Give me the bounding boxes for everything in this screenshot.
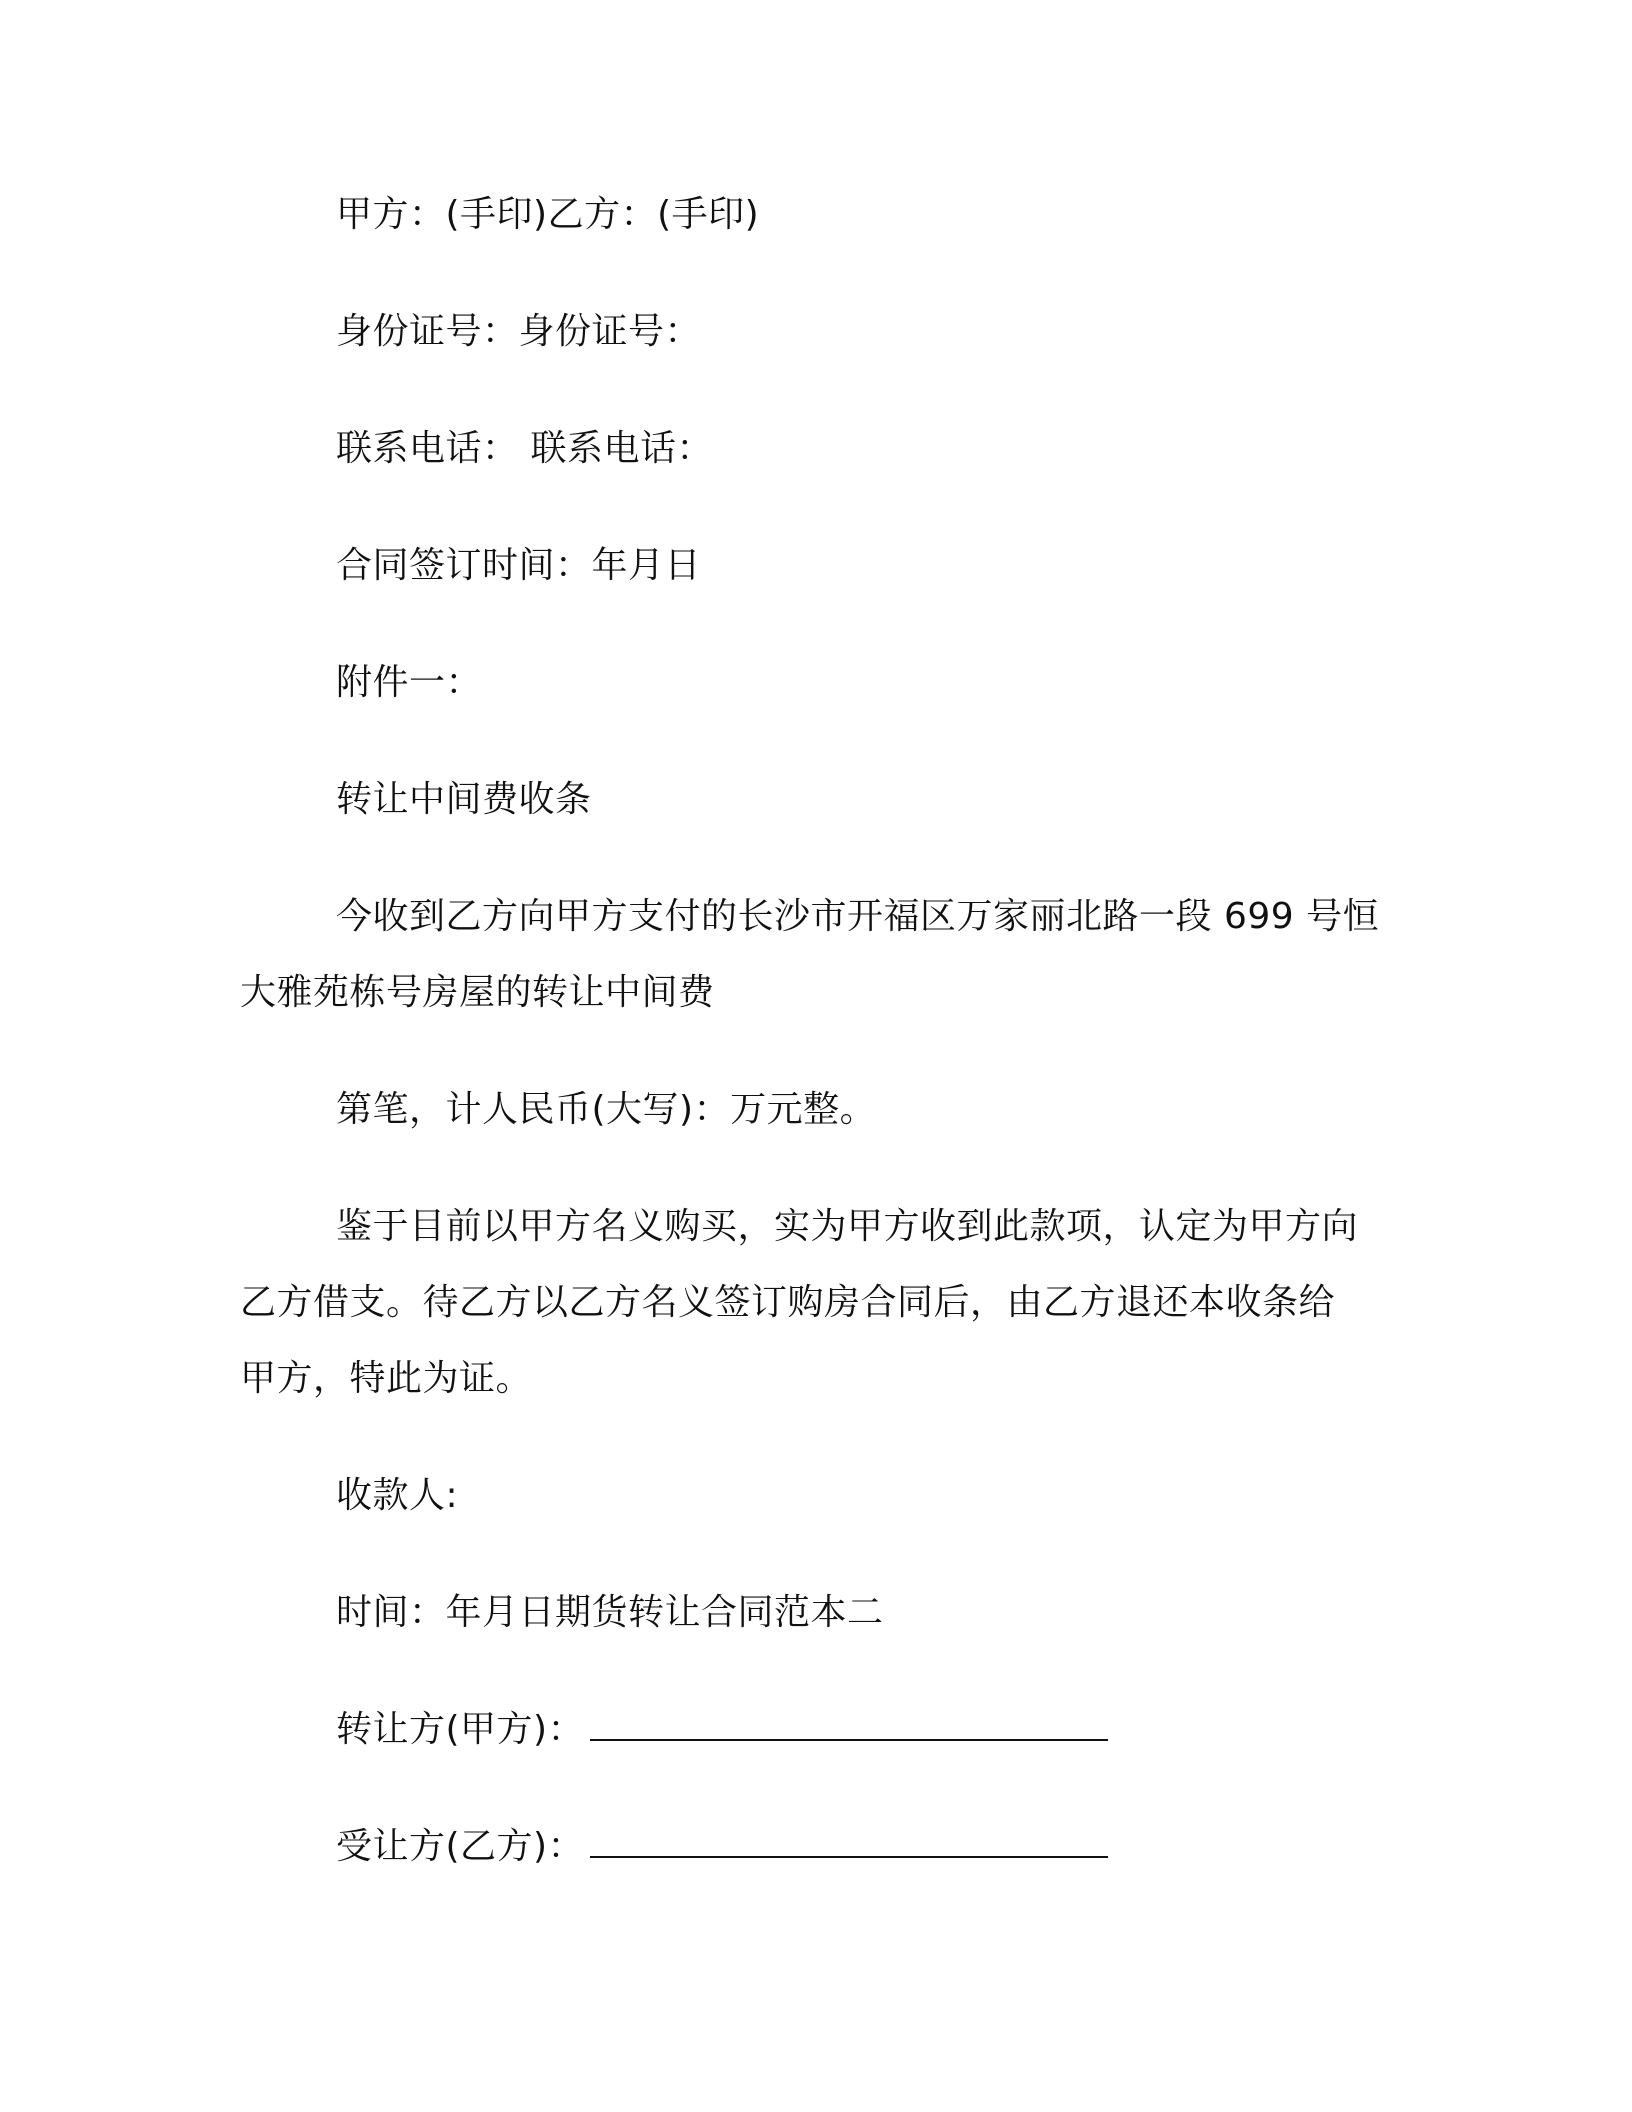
payee-line: 收款人: [336, 1475, 459, 1516]
contact-phone-line: 联系电话： 联系电话： [336, 428, 713, 469]
receipt-paragraph-line: 今收到乙方向甲方支付的长沙市开福区万家丽北路一段 699 号恒 [336, 896, 1380, 937]
receipt-title: 转让中间费收条 [336, 779, 592, 820]
amount-line: 第笔，计人民币(大写)：万元整。 [336, 1089, 877, 1130]
party-signature-line: 甲方：(手印)乙方：(手印) [336, 194, 760, 235]
statement-paragraph [240, 1189, 1400, 1417]
transferee-label: 受让方(乙方)： [336, 1826, 585, 1867]
statement-paragraph-line: 鉴于目前以甲方名义购买，实为甲方收到此款项，认定为甲方向 [336, 1206, 1359, 1247]
statement-paragraph-line: 乙方借支。待乙方以乙方名义签订购房合同后，由乙方退还本收条给 [240, 1282, 1336, 1323]
transferor-blank [590, 1705, 1108, 1741]
receipt-paragraph [240, 879, 1400, 1031]
attachment-heading: 附件一： [336, 662, 483, 703]
contract-date-line: 合同签订时间：年月日 [336, 545, 702, 586]
document-body [240, 190, 1390, 1939]
statement-paragraph-line: 甲方，特此为证。 [240, 1358, 533, 1399]
receipt-paragraph-line: 大雅苑栋号房屋的转让中间费 [240, 972, 715, 1013]
time-line: 时间：年月日期货转让合同范本二 [336, 1592, 884, 1633]
transferor-line [240, 1705, 1390, 1755]
transferor-label: 转让方(甲方)： [336, 1709, 585, 1750]
id-number-line: 身份证号：身份证号： [336, 311, 702, 352]
transferee-line [240, 1822, 1390, 1872]
transferee-blank [590, 1822, 1108, 1858]
